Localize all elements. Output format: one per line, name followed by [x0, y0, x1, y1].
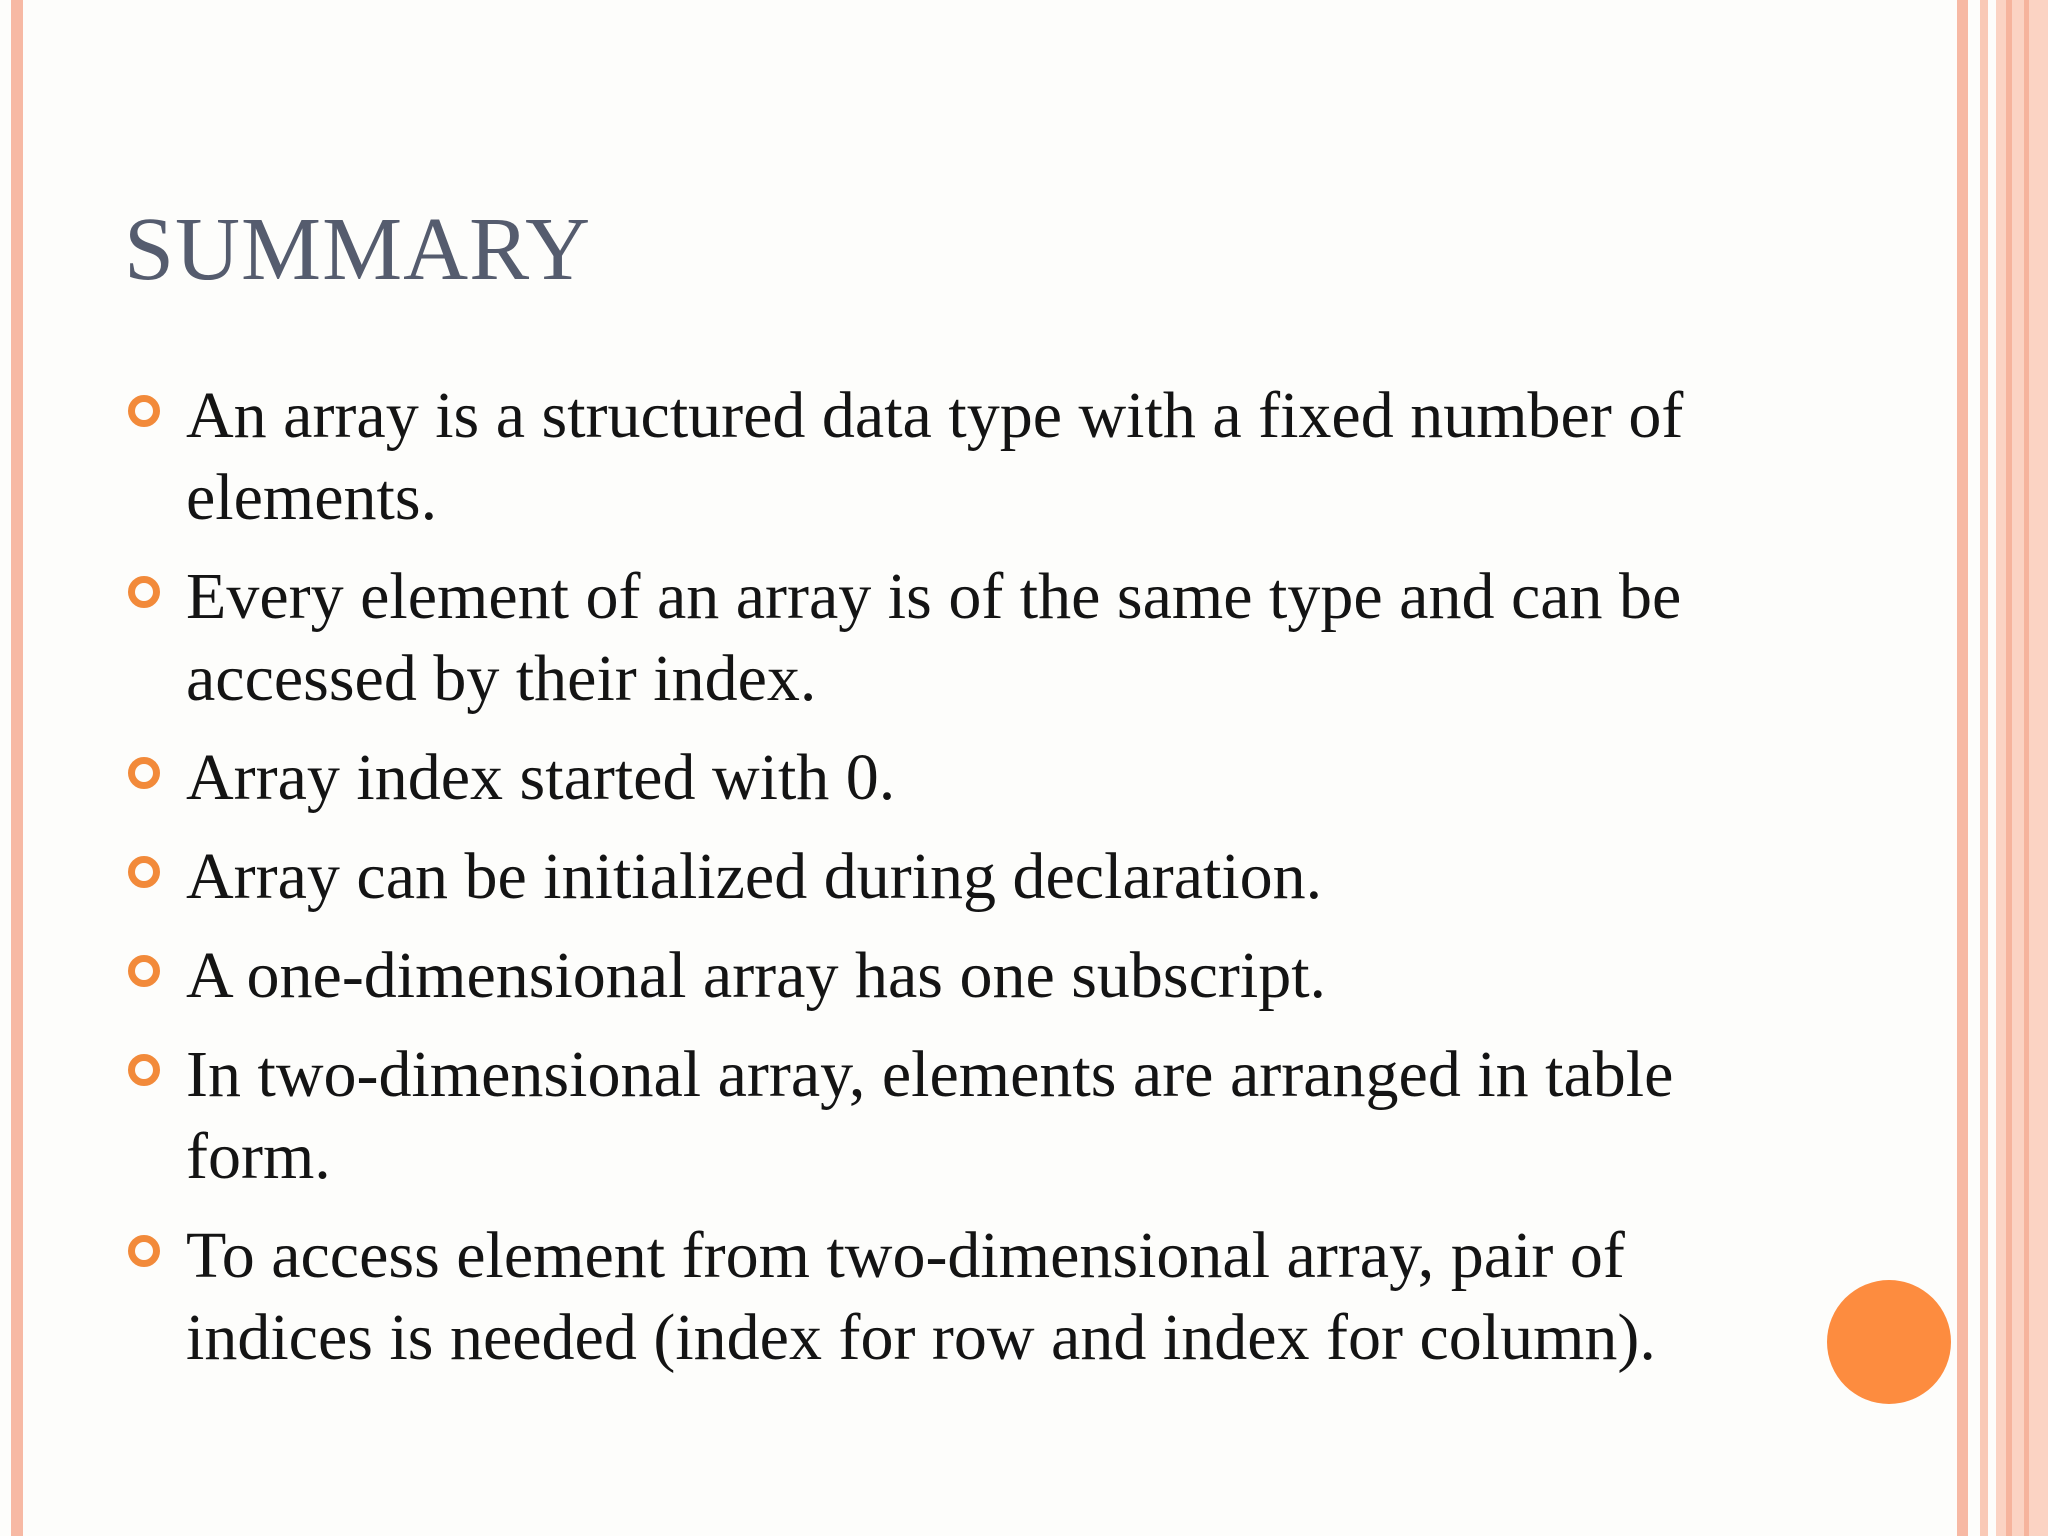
bullet-item — [128, 1215, 1768, 1379]
bullet-item — [128, 556, 1768, 720]
hollow-circle-bullet-icon — [128, 1054, 160, 1086]
hollow-circle-bullet-icon — [128, 395, 160, 427]
bullet-list — [128, 375, 1768, 1396]
right-border-stripe-2 — [1980, 0, 1988, 1536]
bullet-item — [128, 935, 1768, 1017]
orange-circle-decoration — [1827, 1280, 1951, 1404]
bullet-item — [128, 836, 1768, 918]
bullet-item — [128, 375, 1768, 539]
right-border-stripe-5 — [2024, 0, 2029, 1536]
bullet-text: A one-dimensional array has one subscript. — [186, 939, 1327, 1012]
left-border-stripe — [11, 0, 23, 1536]
bullet-text: In two-dimensional array, elements are arranged in table form. — [186, 1038, 1674, 1193]
bullet-item — [128, 1034, 1768, 1198]
hollow-circle-bullet-icon — [128, 856, 160, 888]
slide-title: SUMMARY — [124, 200, 592, 299]
bullet-text: An array is a structured data type with a fixed number of elements. — [186, 379, 1684, 534]
hollow-circle-bullet-icon — [128, 757, 160, 789]
bullet-text: Every element of an array is of the same type and can be accessed by their index. — [186, 560, 1682, 715]
bullet-item — [128, 737, 1768, 819]
bullet-text: To access element from two-dimensional array, pair of indices is needed (index for row and index for column). — [186, 1219, 1656, 1374]
right-border-stripe-3 — [1996, 0, 2048, 1536]
bullet-text: Array can be initialized during declaration. — [186, 840, 1323, 913]
right-border-stripe-4 — [2006, 0, 2012, 1536]
hollow-circle-bullet-icon — [128, 576, 160, 608]
right-border-stripe-1 — [1957, 0, 1968, 1536]
bullet-text: Array index started with 0. — [186, 741, 896, 814]
hollow-circle-bullet-icon — [128, 1235, 160, 1267]
hollow-circle-bullet-icon — [128, 955, 160, 987]
